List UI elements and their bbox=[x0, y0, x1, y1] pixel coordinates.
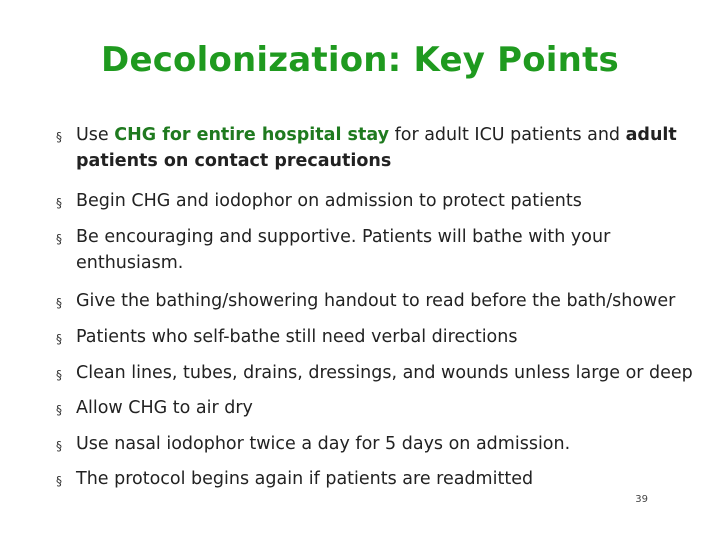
page-number: 39 bbox=[635, 494, 648, 505]
bullet-text: Be encouraging and supportive. Patients will bathe with your enthusiasm. bbox=[76, 227, 611, 273]
bullet-item bbox=[56, 288, 706, 314]
bullet-text-part: Use bbox=[76, 125, 115, 145]
bullet-item bbox=[56, 224, 706, 276]
square-bullet-icon: § bbox=[56, 196, 62, 210]
bullet-item bbox=[56, 431, 706, 457]
bullet-item bbox=[56, 122, 706, 174]
slide-title: Decolonization: Key Points bbox=[101, 40, 619, 80]
bullet-text: The protocol begins again if patients are readmitted bbox=[76, 469, 534, 489]
square-bullet-icon: § bbox=[56, 130, 62, 144]
square-bullet-icon: § bbox=[56, 296, 62, 310]
bullet-text: Clean lines, tubes, drains, dressings, and wounds unless large or deep bbox=[76, 363, 693, 383]
bullet-text-part: for adult ICU patients and bbox=[389, 125, 626, 145]
bullet-text: Use nasal iodophor twice a day for 5 days on admission. bbox=[76, 434, 571, 454]
bullet-text: Begin CHG and iodophor on admission to protect patients bbox=[76, 191, 582, 211]
bullet-item bbox=[56, 188, 706, 214]
highlight-text: CHG for entire hospital stay bbox=[114, 125, 390, 145]
square-bullet-icon: § bbox=[56, 232, 62, 246]
bullet-item bbox=[56, 360, 706, 386]
square-bullet-icon: § bbox=[56, 403, 62, 417]
square-bullet-icon: § bbox=[56, 368, 62, 382]
bold-text: adult patients on contact precautions bbox=[76, 125, 677, 171]
square-bullet-icon: § bbox=[56, 474, 62, 488]
bullet-text: Allow CHG to air dry bbox=[76, 398, 253, 418]
square-bullet-icon: § bbox=[56, 332, 62, 346]
bullet-item bbox=[56, 395, 706, 421]
bullet-text bbox=[76, 122, 706, 174]
bullet-item bbox=[56, 466, 706, 492]
bullet-text: Give the bathing/showering handout to read before the bath/shower bbox=[76, 291, 676, 311]
square-bullet-icon: § bbox=[56, 439, 62, 453]
bullet-item bbox=[56, 324, 706, 350]
bullet-text: Patients who self-bathe still need verbal directions bbox=[76, 327, 518, 347]
